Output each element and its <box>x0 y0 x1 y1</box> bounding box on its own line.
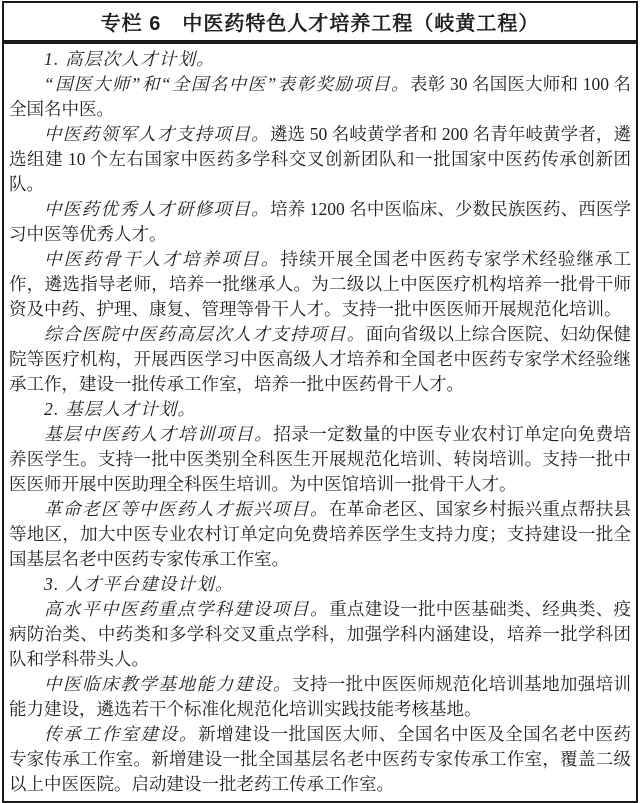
paragraph-lead: 中医药骨干人才培养项目。 <box>44 249 281 269</box>
paragraph-rest: 面向省级以上综合医院、妇幼保健院等医疗机构，开展西医学习中医高级人才培养和全国老中医药专家学术经验继承工作，建设一批传承工作室，培养一批中医药骨干人才。 <box>9 324 632 394</box>
paragraph <box>9 597 631 672</box>
paragraph <box>9 72 631 122</box>
paragraph-rest: 新增建设一批国医大师、全国名中医及全国名老中医药专家传承工作室。新增建设一批全国基层名老中医药专家传承工作室，覆盖二级以上中医医院。启动建设一批老药工传承工作室。 <box>9 724 632 794</box>
panel-title-bar <box>2 1 638 42</box>
paragraph <box>9 247 631 322</box>
paragraph-lead: 中医药优秀人才研修项目。 <box>44 199 271 219</box>
paragraph <box>9 572 631 597</box>
paragraph-rest: 招录一定数量的中医专业农村订单定向免费培养医学生。支持一批中医类别全科医生开展规范化培训、转岗培训。支持一批中医医师开展中医助理全科医生培训。为中医馆培训一批骨干人才。 <box>9 424 632 494</box>
paragraph <box>9 672 631 722</box>
paragraph-rest: 表彰 30 名国医大师和 100 名全国名中医。 <box>9 74 632 119</box>
paragraph <box>9 422 631 497</box>
paragraph-lead: 基层中医药人才培训项目。 <box>44 424 274 444</box>
paragraph-lead: 传承工作室建设。 <box>44 724 199 744</box>
paragraph-rest: 支持一批中医医师规范化培训基地加强培训能力建设，遴选若干个标准化规范化培训实践技能考核基地。 <box>9 674 632 719</box>
paragraph-lead: 高水平中医药重点学科建设项目。 <box>44 599 330 619</box>
paragraph <box>9 397 631 422</box>
paragraph-lead: 1. 高层次人才计划。 <box>44 49 215 69</box>
paragraph-lead: “国医大师”和“全国名中医”表彰奖励项目。 <box>44 74 411 94</box>
paragraph-rest: 在革命老区、国家乡村振兴重点帮扶县等地区，加大中医专业农村订单定向免费培养医学生支持力度；支持建设一批全国基层名老中医药专家传承工作室。 <box>9 499 632 569</box>
paragraph-lead: 革命老区等中医药人才振兴项目。 <box>44 499 330 519</box>
paragraph-rest: 持续开展全国老中医药专家学术经验继承工作，遴选指导老师，培养一批继承人。为二级以上中医医疗机构培养一批骨干师资及中药、护理、康复、管理等骨干人才。支持一批中医医师开展规范化培训。 <box>9 249 632 319</box>
paragraph <box>9 322 631 397</box>
panel-box <box>2 1 638 794</box>
paragraph <box>9 497 631 572</box>
panel-title: 专栏 6 中医药特色人才培养工程（岐黄工程） <box>100 13 540 35</box>
paragraph-rest: 遴选 50 名岐黄学者和 200 名青年岐黄学者，遴选组建 10 个左右国家中医药多学科交叉创新团队和一批国家中医药传承创新团队。 <box>9 124 631 194</box>
paragraph <box>9 47 631 72</box>
paragraph-lead: 3. 人才平台建设计划。 <box>44 574 234 594</box>
panel-body <box>2 42 638 803</box>
paragraph-rest: 培养 1200 名中医临床、少数民族医药、西医学习中医等优秀人才。 <box>9 199 632 244</box>
paragraph <box>9 122 631 197</box>
paragraph-rest: 重点建设一批中医基础类、经典类、疫病防治类、中药类和多学科交叉重点学科，加强学科内涵建设，培养一批学科团队和学科带头人。 <box>9 599 632 669</box>
paragraph-lead: 中医药领军人才支持项目。 <box>44 124 271 144</box>
paragraph <box>9 197 631 247</box>
paragraph-lead: 中医临床教学基地能力建设。 <box>44 674 293 694</box>
paragraph-lead: 2. 基层人才计划。 <box>44 399 197 419</box>
paragraph <box>9 722 631 797</box>
paragraph-lead: 综合医院中医药高层次人才支持项目。 <box>44 324 366 344</box>
